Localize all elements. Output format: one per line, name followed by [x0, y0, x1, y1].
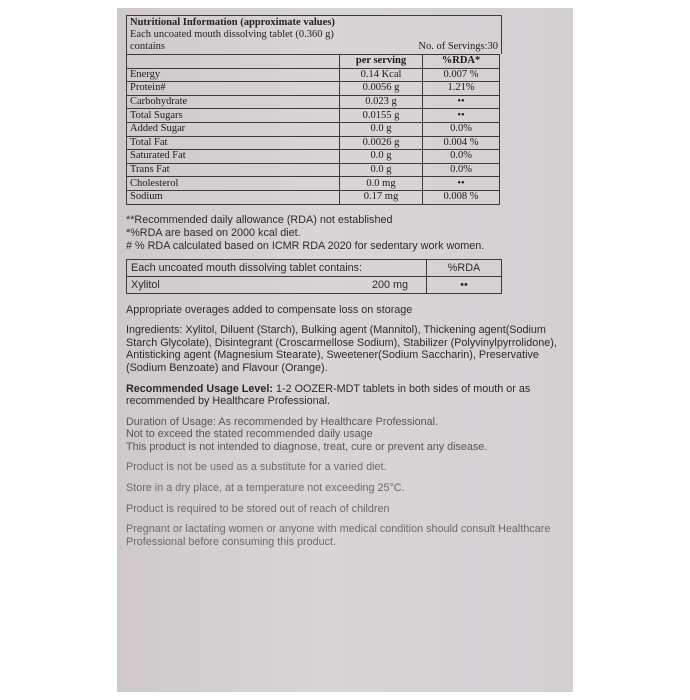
nutrient-rda: 0.0%: [423, 163, 500, 177]
nutrition-rows: [127, 68, 500, 204]
nutrient-per-serving: 0.0056 g: [340, 82, 423, 96]
col-per-serving: per serving: [340, 55, 423, 69]
nutrition-header: [126, 15, 502, 54]
xylitol-amount: 200 mg: [371, 278, 408, 291]
nutrient-name: Total Sugars: [127, 109, 340, 123]
nutrition-row: [127, 150, 500, 164]
nutrient-name: Energy: [127, 68, 340, 82]
storage-text: Store in a dry place, at a temperature not exceeding 25°C.: [126, 482, 405, 495]
diet-text: Product is not be used as a substitute for a varied diet.: [126, 461, 387, 474]
nutrient-rda: 0.0%: [423, 150, 500, 164]
nutrition-row: [127, 122, 500, 136]
note-icmr: # % RDA calculated based on ICMR RDA 2020 for sedentary work women.: [126, 239, 485, 252]
nutrient-rda: ••: [423, 95, 500, 109]
nutrition-row: [127, 136, 500, 150]
nutrition-row: [127, 177, 500, 191]
nutrient-name: Saturated Fat: [127, 150, 340, 164]
nutrient-rda: 0.007 %: [423, 68, 500, 82]
nutrient-rda: 0.008 %: [423, 190, 500, 204]
nutrient-rda: ••: [423, 177, 500, 191]
overages-text: Appropriate overages added to compensate loss on storage: [126, 303, 413, 316]
nutrient-per-serving: 0.0 g: [340, 150, 423, 164]
xylitol-name: Xylitol: [131, 278, 160, 291]
nutrition-row: [127, 68, 500, 82]
nutrient-per-serving: 0.14 Kcal: [340, 68, 423, 82]
nutrient-per-serving: 0.023 g: [340, 95, 423, 109]
nutrient-per-serving: 0.17 mg: [340, 190, 423, 204]
nutrition-row: [127, 109, 500, 123]
nutrient-name: Added Sugar: [127, 122, 340, 136]
xylitol-table: [126, 259, 502, 294]
usage-text: [126, 383, 566, 408]
nutrition-table: [126, 54, 500, 205]
nutrient-name: Carbohydrate: [127, 95, 340, 109]
note-rda-basis: *%RDA are based on 2000 kcal diet.: [126, 226, 301, 239]
rda-notes: [126, 214, 573, 253]
nutrient-rda: 0.0%: [423, 122, 500, 136]
contains-text: contains: [130, 41, 165, 52]
nutrient-per-serving: 0.0155 g: [340, 109, 423, 123]
nutrient-name: Total Fat: [127, 136, 340, 150]
note-rda-not-established: **Recommended daily allowance (RDA) not established: [126, 213, 393, 226]
xylitol-header-left: Each uncoated mouth dissolving tablet contains:: [127, 259, 427, 276]
usage-label: Recommended Usage Level:: [126, 382, 274, 395]
nutrition-row: [127, 82, 500, 96]
xylitol-rda: ••: [427, 276, 502, 293]
xylitol-header-right: %RDA: [427, 259, 502, 276]
col-rda: %RDA*: [423, 55, 500, 69]
ingredients-text: Ingredients: Xylitol, Diluent (Starch), Bulking agent (Mannitol), Thickening agent(Sodium Starch Glycolate), Disintegrant (Croscarmellose Sodium), Stabilizer (Polyvinylpyrrolidone), Antisticking agent (Magnesium Stearate), Sweetener(Sodium Saccharin), Preservative (Sodium Benzoate) and Flavour (Orange).: [126, 324, 557, 374]
nutrition-row: [127, 95, 500, 109]
nutrition-row: [127, 163, 500, 177]
nutrition-table-header: [127, 55, 500, 69]
servings-text: No. of Servings:30: [418, 41, 498, 52]
nutrient-per-serving: 0.0026 g: [340, 136, 423, 150]
nutrient-rda: 1.21%: [423, 82, 500, 96]
nutrition-subtitle: Each uncoated mouth dissolving tablet (0.360 g): [130, 29, 334, 40]
warning-not-intended: This product is not intended to diagnose, treat, cure or prevent any disease.: [126, 440, 488, 453]
nutrition-title: Nutritional Information (approximate values): [130, 17, 335, 28]
nutrient-name: Sodium: [127, 190, 340, 204]
nutrient-name: Trans Fat: [127, 163, 340, 177]
duration-text: Duration of Usage: As recommended by Healthcare Professional. Not to exceed the stated recommended daily usage This product is not intended to diagnose, treat, cure or prevent any disease.: [126, 416, 566, 454]
product-label: [117, 8, 573, 692]
pregnant-text: Pregnant or lactating women or anyone with medical condition should consult Healthcare Professional before consuming this product.: [126, 523, 551, 548]
nutrient-per-serving: 0.0 g: [340, 122, 423, 136]
xylitol-row: [127, 276, 427, 293]
nutrient-per-serving: 0.0 mg: [340, 177, 423, 191]
nutrient-name: Cholesterol: [127, 177, 340, 191]
nutrition-row: [127, 190, 500, 204]
nutrient-rda: ••: [423, 109, 500, 123]
children-text: Product is required to be stored out of reach of children: [126, 502, 390, 515]
warning-daily-usage: Not to exceed the stated recommended daily usage: [126, 428, 373, 441]
nutrient-rda: 0.004 %: [423, 136, 500, 150]
nutrient-per-serving: 0.0 g: [340, 163, 423, 177]
usage-detail: 1-2 OOZER-MDT tablets in both sides of mouth or as recommended by Healthcare Professional.: [126, 382, 531, 408]
nutrient-name: Protein#: [127, 82, 340, 96]
